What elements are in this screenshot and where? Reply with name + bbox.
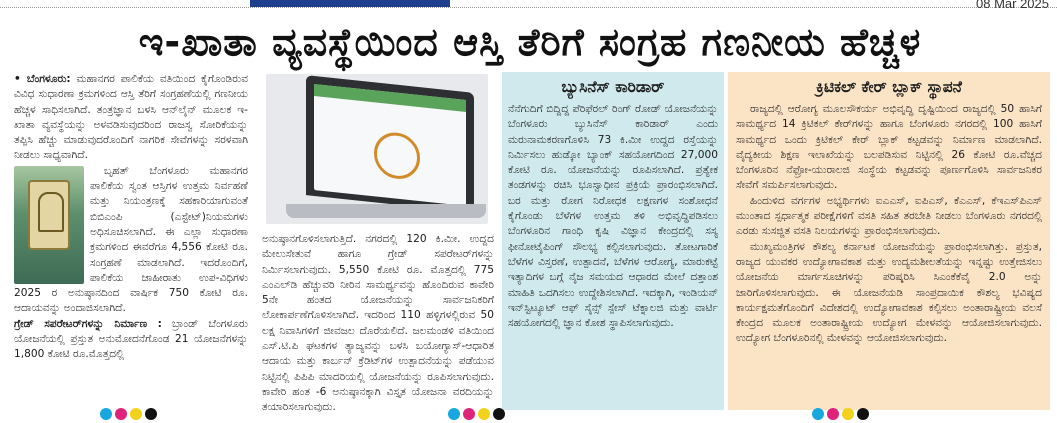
article-column-2 (262, 232, 494, 414)
laptop-photo (266, 74, 488, 224)
headline: ಇ-ಖಾತಾ ವ್ಯವಸ್ಥೆಯಿಂದ ಆಸ್ತಿ ತೆರಿಗೆ ಸಂಗ್ರಹ ಗಣನೀಯ ಹೆಚ್ಚಳ (138, 20, 922, 64)
yellow-dot-icon (842, 408, 854, 420)
black-dot-icon (145, 408, 157, 420)
registration-marks (448, 408, 505, 420)
black-dot-icon (857, 408, 869, 420)
magenta-dot-icon (827, 408, 839, 420)
paragraph: ನೆನೆಗುದಿಗೆ ಬಿದ್ದಿದ್ದ ಪೆರಿಫೆರಲ್ ರಿಂಗ್ ರೋಡ್ ಯೋಜನೆಯನ್ನು ಬೆಂಗಳೂರು ಬ್ಯುಸಿನೆಸ್ ಕಾರಿಡಾರ್ ಎಂದು ಮರುನಾಮಕರಣಗೊಳಿಸಿ 73 ಕಿ.ಮೀ ಉದ್ದದ ರಸ್ತೆಯನ್ನು ನಿರ್ಮಿಸಲು ಹುಡ್ಕೋ ಬ್ಯಾಂಕ್ ಸಹಯೋಗದಿಂದ 27,000 ಕೋಟಿ ರೂ. ಯೋಜನೆಯನ್ನು ರೂಪಿಸಲಾಗಿದೆ. ಪ್ರತ್ಯೇಕ ತಂಡಗಳನ್ನು ರಚಿಸಿ ಭೂಸ್ವಾಧೀನ ಪ್ರಕ್ರಿಯೆ ಪ್ರಾರಂಭಿಸಲಾಗಿದೆ. ಬರ ಮತ್ತು ರೋಗ ನಿರೋಧಕ ಲಕ್ಷಣಗಳ ಸಂಶೋಧನೆ ಕೈಗೊಂಡು ಬೆಳೆಗಳ ಉತ್ತಮ ತಳಿ ಅಭಿವೃದ್ಧಿಪಡಿಸಲು ಬೆಂಗಳೂರಿನ ಗಾಂಧಿ ಕೃಷಿ ವಿಜ್ಞಾನ ಕೇಂದ್ರದಲ್ಲಿ ಸಸ್ಯ ಫೀನೋಟೈಪಿಂಗ್ ಸೌಲಭ್ಯ ಕಲ್ಪಿಸಲಾಗುವುದು. ತೋಟಗಾರಿಕೆ ಬೆಳೆಗಳ ವಿಸ್ತರಣೆ, ಉತ್ಪಾದನೆ, ಬೆಳೆಗಳ ಆರೋಗ್ಯ, ಮಾರುಕಟ್ಟೆ ಇತ್ಯಾದಿಗಳ ಬಗ್ಗೆ ನೈಜ ಸಮಯದ ಆಧಾರದ ಮೇಲೆ ದತ್ತಾಂಶ ಮಾಹಿತಿ ಒದಗಿಸಲು ಉದ್ದೇಶಿಸಲಾಗಿದೆ. ಇದಕ್ಕಾಗಿ, ಇಂಡಿಯನ್ ಇನ್‌ಸ್ಟಿಟ್ಯೂಟ್ ಆಫ್ ಸೈನ್ಸ್ ಸ್ಪೇಸ್ ಟೆಕ್ನಾಲಜಿ ಮತ್ತು ವಾರ್ಟಿ ಸಹಯೋಗದಲ್ಲಿ ಜ್ಞಾನ ಕೋಶ ಸ್ಥಾಪಿಸಲಾಗುವುದು. (508, 103, 718, 330)
bbmp-emblem-icon (28, 180, 70, 250)
lead-text: ಮಹಾನಗರ ಪಾಲಿಕೆಯ ವತಿಯಿಂದ ಕೈಗೊಂಡಿರುವ ವಿವಿಧ ಸುಧಾರಣಾ ಕ್ರಮಗಳಿಂದ ಆಸ್ತಿ ತೆರಿಗೆ ಸಂಗ್ರಹಣೆಯಲ್ಲಿ ಗಣನೀಯ ಹೆಚ್ಚಳ ಸಾಧಿಸಲಾಗಿದೆ. ತಂತ್ರಜ್ಞಾನ ಬಳಸಿ ಆನ್‌ಲೈನ್ ಮೂಲಕ ಇ-ಖಾತಾ ವ್ಯವಸ್ಥೆಯನ್ನು ಅಳವಡಿಸುವುದರಿಂದ ರಾಜಸ್ವ ಸೋರಿಕೆಯನ್ನು ತಪ್ಪಿಸಿ ಹೆಚ್ಚು ಮಾಡುವುದರೊಂದಿಗೆ ನಾಗರಿಕ ಸೇವೆಗಳನ್ನು ಸರಳವಾಗಿ ನೀಡಲು ಸಾಧ್ಯವಾಗಿದೆ. (14, 73, 249, 162)
box-title: ಕ್ರಿಟಿಕಲ್ ಕೇರ್ ಬ್ಲಾಕ್ ಸ್ಥಾಪನೆ (816, 78, 962, 96)
paragraph: ಬೃಹತ್ ಬೆಂಗಳೂರು ಮಹಾನಗರ ಪಾಲಿಕೆಯ ಸ್ವಂತ ಆಸ್ತಿಗಳ ಉತ್ತಮ ನಿರ್ವಹಣೆ ಮತ್ತು ನಿಯಂತ್ರಣಕ್ಕೆ ಸಹಕಾರಿಯಾಗುವಂತೆ ಬಿಬಿಎಂಪಿ (ಎಸ್ಟೇಟ್)ನಿಯಮಗಳು ಅಧಿಸೂಚಿಸಲಾಗಿದೆ. ಈ ಎಲ್ಲಾ ಸುಧಾರಣಾ ಕ್ರಮಗಳಿಂದ ಈವರೆಗೂ 4,556 ಕೋಟಿ ರೂ. ಸಂಗ್ರಹಣೆ ಮಾಡಲಾಗಿದೆ. ಇದರೊಂದಿಗೆ, ಪಾಲಿಕೆಯ ಜಾಹೀರಾತು ಉಪ-ವಿಧಿಗಳು 2025 ರ ಅನುಷ್ಠಾನದಿಂದ ವಾರ್ಷಿಕ 750 ಕೋಟಿ ರೂ. ಆದಾಯವನ್ನು ಅಂದಾಜಿಸಲಾಗಿದೆ. (14, 164, 248, 315)
cyan-dot-icon (812, 408, 824, 420)
cyan-dot-icon (100, 408, 112, 420)
black-dot-icon (493, 408, 505, 420)
box-title: ಬ್ಯುಸಿನೆಸ್ ಕಾರಿಡಾರ್ (561, 78, 665, 96)
laptop-keyboard (286, 204, 486, 218)
subhead: ಗ್ರೇಡ್ ಸಪರೇಟರ್‌ಗಳನ್ನು ನಿರ್ಮಾಣ : (14, 317, 162, 330)
paragraph: ಅನುಷ್ಠಾನಗೊಳಿಸಲಾಗುತ್ತಿದೆ. ನಗರದಲ್ಲಿ 120 ಕಿ.ಮೀ. ಉದ್ದದ ಮೇಲುಸೇತುವೆ ಹಾಗೂ ಗ್ರೇಡ್ ಸಪರೇಟರ್‌ಗಳನ್ನು ನಿರ್ಮಿಸಲಾಗುವುದು. 5,550 ಕೋಟಿ ರೂ. ಮೊತ್ತದಲ್ಲಿ 775 ಎಂಎಲ್‌ಡಿ ಹೆಚ್ಚುವರಿ ನೀರಿನ ಸಾಮರ್ಥ್ಯವನ್ನು ಹೊಂದಿರುವ ಕಾವೇರಿ 5ನೇ ಹಂತದ ಯೋಜನೆಯನ್ನು ಸಾರ್ವಜನಿಕರಿಗೆ ಲೋಕಾರ್ಪಣೆಗೊಳಿಸಲಾಗಿದೆ. ಇದರಿಂದ 110 ಹಳ್ಳಿಗಳಲ್ಲಿರುವ 50 ಲಕ್ಷ ನಿವಾಸಿಗಳಿಗೆ ಜೀವಜಲ ದೊರೆಯಲಿದೆ. ಜಲಮಂಡಳಿ ವತಿಯಿಂದ ಎಸ್.ಟಿ.ಪಿ ಘಟಕಗಳ ತ್ಯಾಜ್ಯವನ್ನು ಬಳಸಿ ಬಯೋಗ್ಯಾಸ್-ಆಧಾರಿತ ಆದಾಯ ಮತ್ತು ಕಾರ್ಬನ್ ಕ್ರೆಡಿಟ್‌ಗಳ ಉತ್ಪಾದನೆಯನ್ನು ಪಡೆಯುವ ನಿಟ್ಟಿನಲ್ಲಿ ಪಿಪಿಪಿ ಮಾದರಿಯಲ್ಲಿ ಯೋಜನೆಯನ್ನು ರೂಪಿಸಲಾಗುವುದು. ಕಾವೇರಿ ಹಂತ -6 ಅನುಷ್ಠಾನಕ್ಕಾಗಿ ವಿಸ್ತೃತ ಯೋಜನಾ ವರದಿಯನ್ನು ತಯಾರಿಸಲಾಗುವುದು. (262, 233, 494, 414)
magenta-dot-icon (115, 408, 127, 420)
registration-marks (100, 408, 157, 420)
magenta-dot-icon (463, 408, 475, 420)
dateline: • ಬೆಂಗಳೂರು: (14, 73, 71, 85)
laptop-screen (306, 75, 474, 213)
yellow-dot-icon (130, 408, 142, 420)
section-color-bar (250, 0, 450, 7)
yellow-dot-icon (478, 408, 490, 420)
business-corridor-box (502, 72, 724, 410)
paragraph: ಮುಖ್ಯಮಂತ್ರಿಗಳ ಕೌಶಲ್ಯ ಕರ್ನಾಟಕ ಯೋಜನೆಯನ್ನು ಪ್ರಾರಂಭಿಸಲಾಗಿತ್ತು. ಪ್ರಸ್ತುತ, ರಾಜ್ಯದ ಯುವಕರ ಉದ್ಯೋಗಾವಕಾಶ ಮತ್ತು ಉದ್ಯಮಶೀಲತೆಯನ್ನು ಇನ್ನಷ್ಟು ಉತ್ತೇಜಿಸಲು ಯೋಜನೆಯ ಮಾರ್ಗಸೂಚಿಗಳನ್ನು ಪರಿಷ್ಕರಿಸಿ ಸಿಎಂಕೆಕೆವೈ 2.0 ಅನ್ನು ಜಾರಿಗೊಳಿಸಲಾಗುವುದು. ಈ ಯೋಜನೆಯಡಿ ಸಾಂಪ್ರದಾಯಿಕ ಕೌಶಲ್ಯ ಭವಿಷ್ಯದ ಕಾರ್ಯಕ್ಷಮತೆಗೊಂದಿಗೆ ವಿದೇಶದಲ್ಲಿ ಉದ್ಯೋಗಾವಕಾಶ ಕಲ್ಪಿಸಲು ಅಂತಾರಾಷ್ಟ್ರೀಯ ವಲಸೆ ಕೇಂದ್ರದ ಮೂಲಕ ಅಂತಾರಾಷ್ಟ್ರೀಯ ಉದ್ಯೋಗ ಮೇಳವನ್ನು ಆಯೋಜಿಸಲಾಗುವುದು. ಉದ್ಯೋಗ ಬೆಂಗಳೂರಿನಲ್ಲಿ ಮೇಳವನ್ನು ಆಯೋಜಿಸಲಾಗುವುದು. (736, 240, 1042, 345)
paragraph: ಹಿಂದುಳಿದ ವರ್ಗಗಳ ಅಭ್ಯರ್ಥಿಗಳು ಐಎಎಸ್, ಐಪಿಎಸ್, ಕೆಎಎಸ್, ಕೆಇಎಸ್‌ಪಿಎಸ್ ಮುಂತಾದ ಸ್ಪರ್ಧಾತ್ಮಕ ಪರೀಕ್ಷೆಗಳಿಗೆ ವಸತಿ ಸಹಿತ ತರಬೇತಿ ನೀಡಲು ಬೆಂಗಳೂರು ನಗರದಲ್ಲಿ ಎರಡು ಸುಸಜ್ಜಿತ ವಸತಿ ನಿಲಯಗಳನ್ನು ಪ್ರಾರಂಭಿಸಲಾಗುವುದು. (736, 194, 1042, 238)
registration-marks (812, 408, 869, 420)
subhead-text: ಬ್ರಾಂಡ್ ಬೆಂಗಳೂರು ಯೋಜನೆಯಲ್ಲಿ ಪ್ರಸ್ತುತ ಅನುಮೋದನೆಗೊಂಡ 21 ಯೋಜನೆಗಳನ್ನು 1,800 ಕೋಟಿ ರೂ.ಮೊತ್ತದಲ್ಲಿ (14, 317, 248, 361)
subhead-paragraph (14, 317, 248, 363)
date-stamp: 08 Mar 2025 (976, 0, 1049, 11)
cyan-dot-icon (448, 408, 460, 420)
lead-paragraph (14, 72, 248, 164)
paragraph: ರಾಜ್ಯದಲ್ಲಿ ಆರೋಗ್ಯ ಮೂಲಸೌಕರ್ಯ ಅಭಿವೃದ್ಧಿ ದೃಷ್ಟಿಯಿಂದ ರಾಜ್ಯದಲ್ಲಿ 50 ಹಾಸಿಗೆ ಸಾಮರ್ಥ್ಯದ 14 ಕ್ರಿಟಿಕಲ್ ಕೇರ್‌ಗಳನ್ನು ಹಾಗೂ ಬೆಂಗಳೂರು ನಗರದಲ್ಲಿ 100 ಹಾಸಿಗೆ ಸಾಮರ್ಥ್ಯದ ಒಂದು ಕ್ರಿಟಿಕಲ್ ಕೇರ್ ಬ್ಲಾಕ್ ಕಟ್ಟಡವನ್ನು ನಿರ್ಮಾಣ ಮಾಡಲಾಗಿದೆ. ವೈದ್ಯಕೀಯ ಶಿಕ್ಷಣ ಇಲಾಖೆಯನ್ನು ಬಲಪಡಿಸುವ ನಿಟ್ಟಿನಲ್ಲಿ 26 ಕೋಟಿ ರೂ.ವೆಚ್ಚದ ಬೆಂಗಳೂರಿನ ನೆಫ್ರೋ-ಯುರಾಲಜಿ ಸಂಸ್ಥೆಯ ಕಟ್ಟಡವನ್ನು ಪೂರ್ಣಗೊಳಿಸಿ ಸಾರ್ವಜನಿಕರ ಸೇವೆಗೆ ಸಮರ್ಪಿಸಲಾಗುವುದು. (736, 103, 1042, 192)
bbmp-building-photo (14, 166, 84, 284)
e-khata-webpage-image (314, 84, 466, 206)
top-border-strip (0, 0, 1057, 8)
article-column-1 (14, 72, 248, 407)
critical-care-box (728, 72, 1050, 410)
